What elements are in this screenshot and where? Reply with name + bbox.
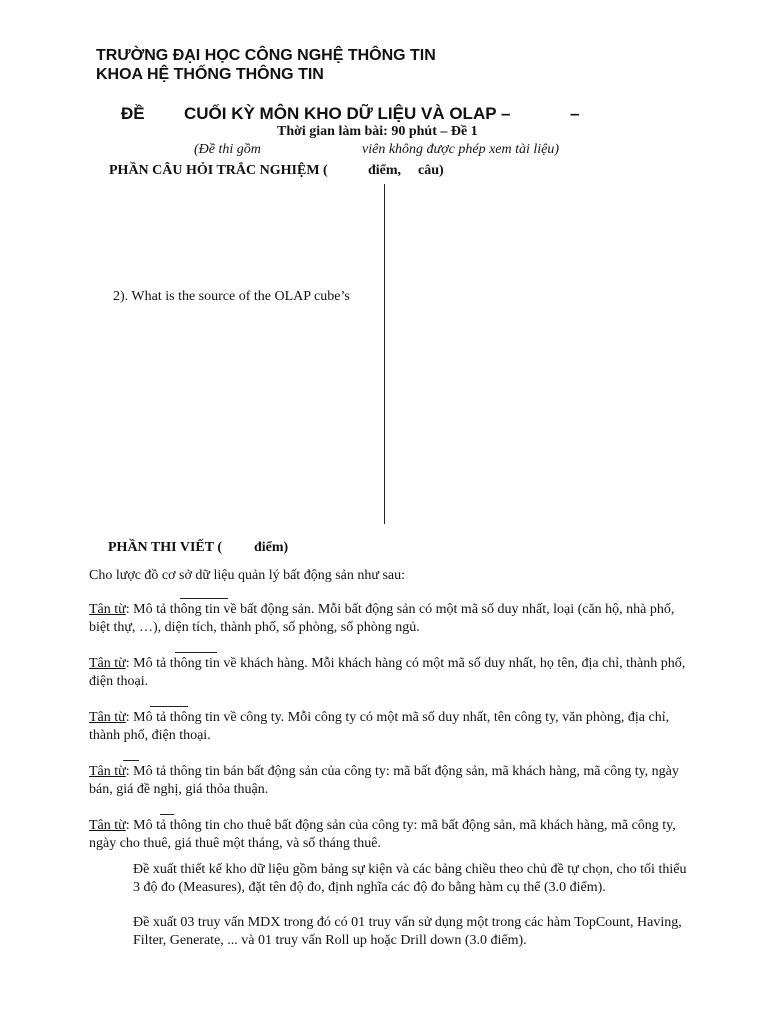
task-1: Đề xuất thiết kế kho dữ liệu gồm bảng sự kiện và các bảng chiều theo chủ đề tự chọn, cho tối thiểu 3 độ đo (Measures), đặt tên độ đo, định nghĩa các độ đo bằng hàm cụ thể (3.0 điểm).: [133, 862, 687, 895]
entity-label: Tân từ: [89, 818, 126, 833]
exam-time: Thời gian làm bài: 90 phút – Đề 1: [277, 124, 478, 139]
entity-text: : Mô tả thông tin bán bất động sản của công ty: mã bất động sản, mã khách hàng, mã công ty, ngày bán, giá đề nghị, giá thỏa thuận.: [89, 764, 679, 797]
schema-intro: Cho lược đồ cơ sở dữ liệu quản lý bất động sản như sau:: [89, 568, 405, 583]
schema-line-2: [175, 652, 217, 653]
entity-label: Tân từ: [89, 710, 126, 725]
entity-description-3: [89, 709, 689, 745]
entity-label: Tân từ: [89, 764, 126, 779]
exam-title: CUỐI KỲ MÔN KHO DỮ LIỆU VÀ OLAP –: [184, 104, 511, 123]
exam-title-prefix: ĐỀ: [121, 104, 145, 123]
part1-heading: PHẦN CÂU HỎI TRẮC NGHIỆM (: [109, 163, 328, 178]
part1-count: câu): [418, 163, 444, 178]
entity-text: : Mô tả thông tin cho thuê bất động sản của công ty: mã bất động sản, mã khách hàng, mã công ty, ngày cho thuê, giá thuê một tháng, và số tháng thuê.: [89, 818, 676, 851]
column-divider: [384, 184, 385, 524]
schema-line-3: [150, 706, 188, 707]
entity-text: : Mô tả thông tin về công ty. Mỗi công ty có một mã số duy nhất, tên công ty, văn phòng, địa chỉ, thành phố, điện thoại.: [89, 710, 670, 743]
university-name: TRƯỜNG ĐẠI HỌC CÔNG NGHỆ THÔNG TIN: [96, 47, 436, 64]
schema-line-4: [123, 760, 139, 761]
entity-label: Tân từ: [89, 656, 126, 671]
entity-text: : Mô tả thông tin về khách hàng. Mỗi khách hàng có một mã số duy nhất, họ tên, địa chỉ, thành phố, điện thoại.: [89, 656, 686, 689]
exam-title-dash: –: [570, 104, 580, 123]
entity-text: : Mô tả thông tin về bất động sản. Mỗi bất động sản có một mã số duy nhất, loại (căn hộ, nhà phố, biệt thự, …), diện tích, thành phố, số phòng, số phòng ngủ.: [89, 602, 675, 635]
schema-line-1: [180, 598, 228, 599]
part2-heading: PHẦN THI VIẾT (: [108, 540, 222, 555]
part1-points: điểm,: [368, 163, 402, 178]
entity-description-1: [89, 601, 689, 637]
entity-description-5: [89, 817, 689, 853]
part2-points: điểm): [254, 540, 289, 555]
entity-description-2: [89, 655, 689, 691]
faculty-name: KHOA HỆ THỐNG THÔNG TIN: [96, 66, 324, 83]
task-2: Đề xuất 03 truy vấn MDX trong đó có 01 truy vấn sử dụng một trong các hàm TopCount, Having, Filter, Generate, ... và 01 truy vấn Roll up hoặc Drill down (3.0 điểm).: [133, 915, 682, 948]
question-2: 2). What is the source of the OLAP cube’s: [113, 289, 350, 304]
entity-label: Tân từ: [89, 602, 126, 617]
exam-note-right: viên không được phép xem tài liệu): [362, 142, 560, 157]
exam-note-left: (Đề thi gồm: [194, 142, 261, 157]
schema-line-5: [160, 814, 174, 815]
entity-description-4: [89, 763, 689, 799]
